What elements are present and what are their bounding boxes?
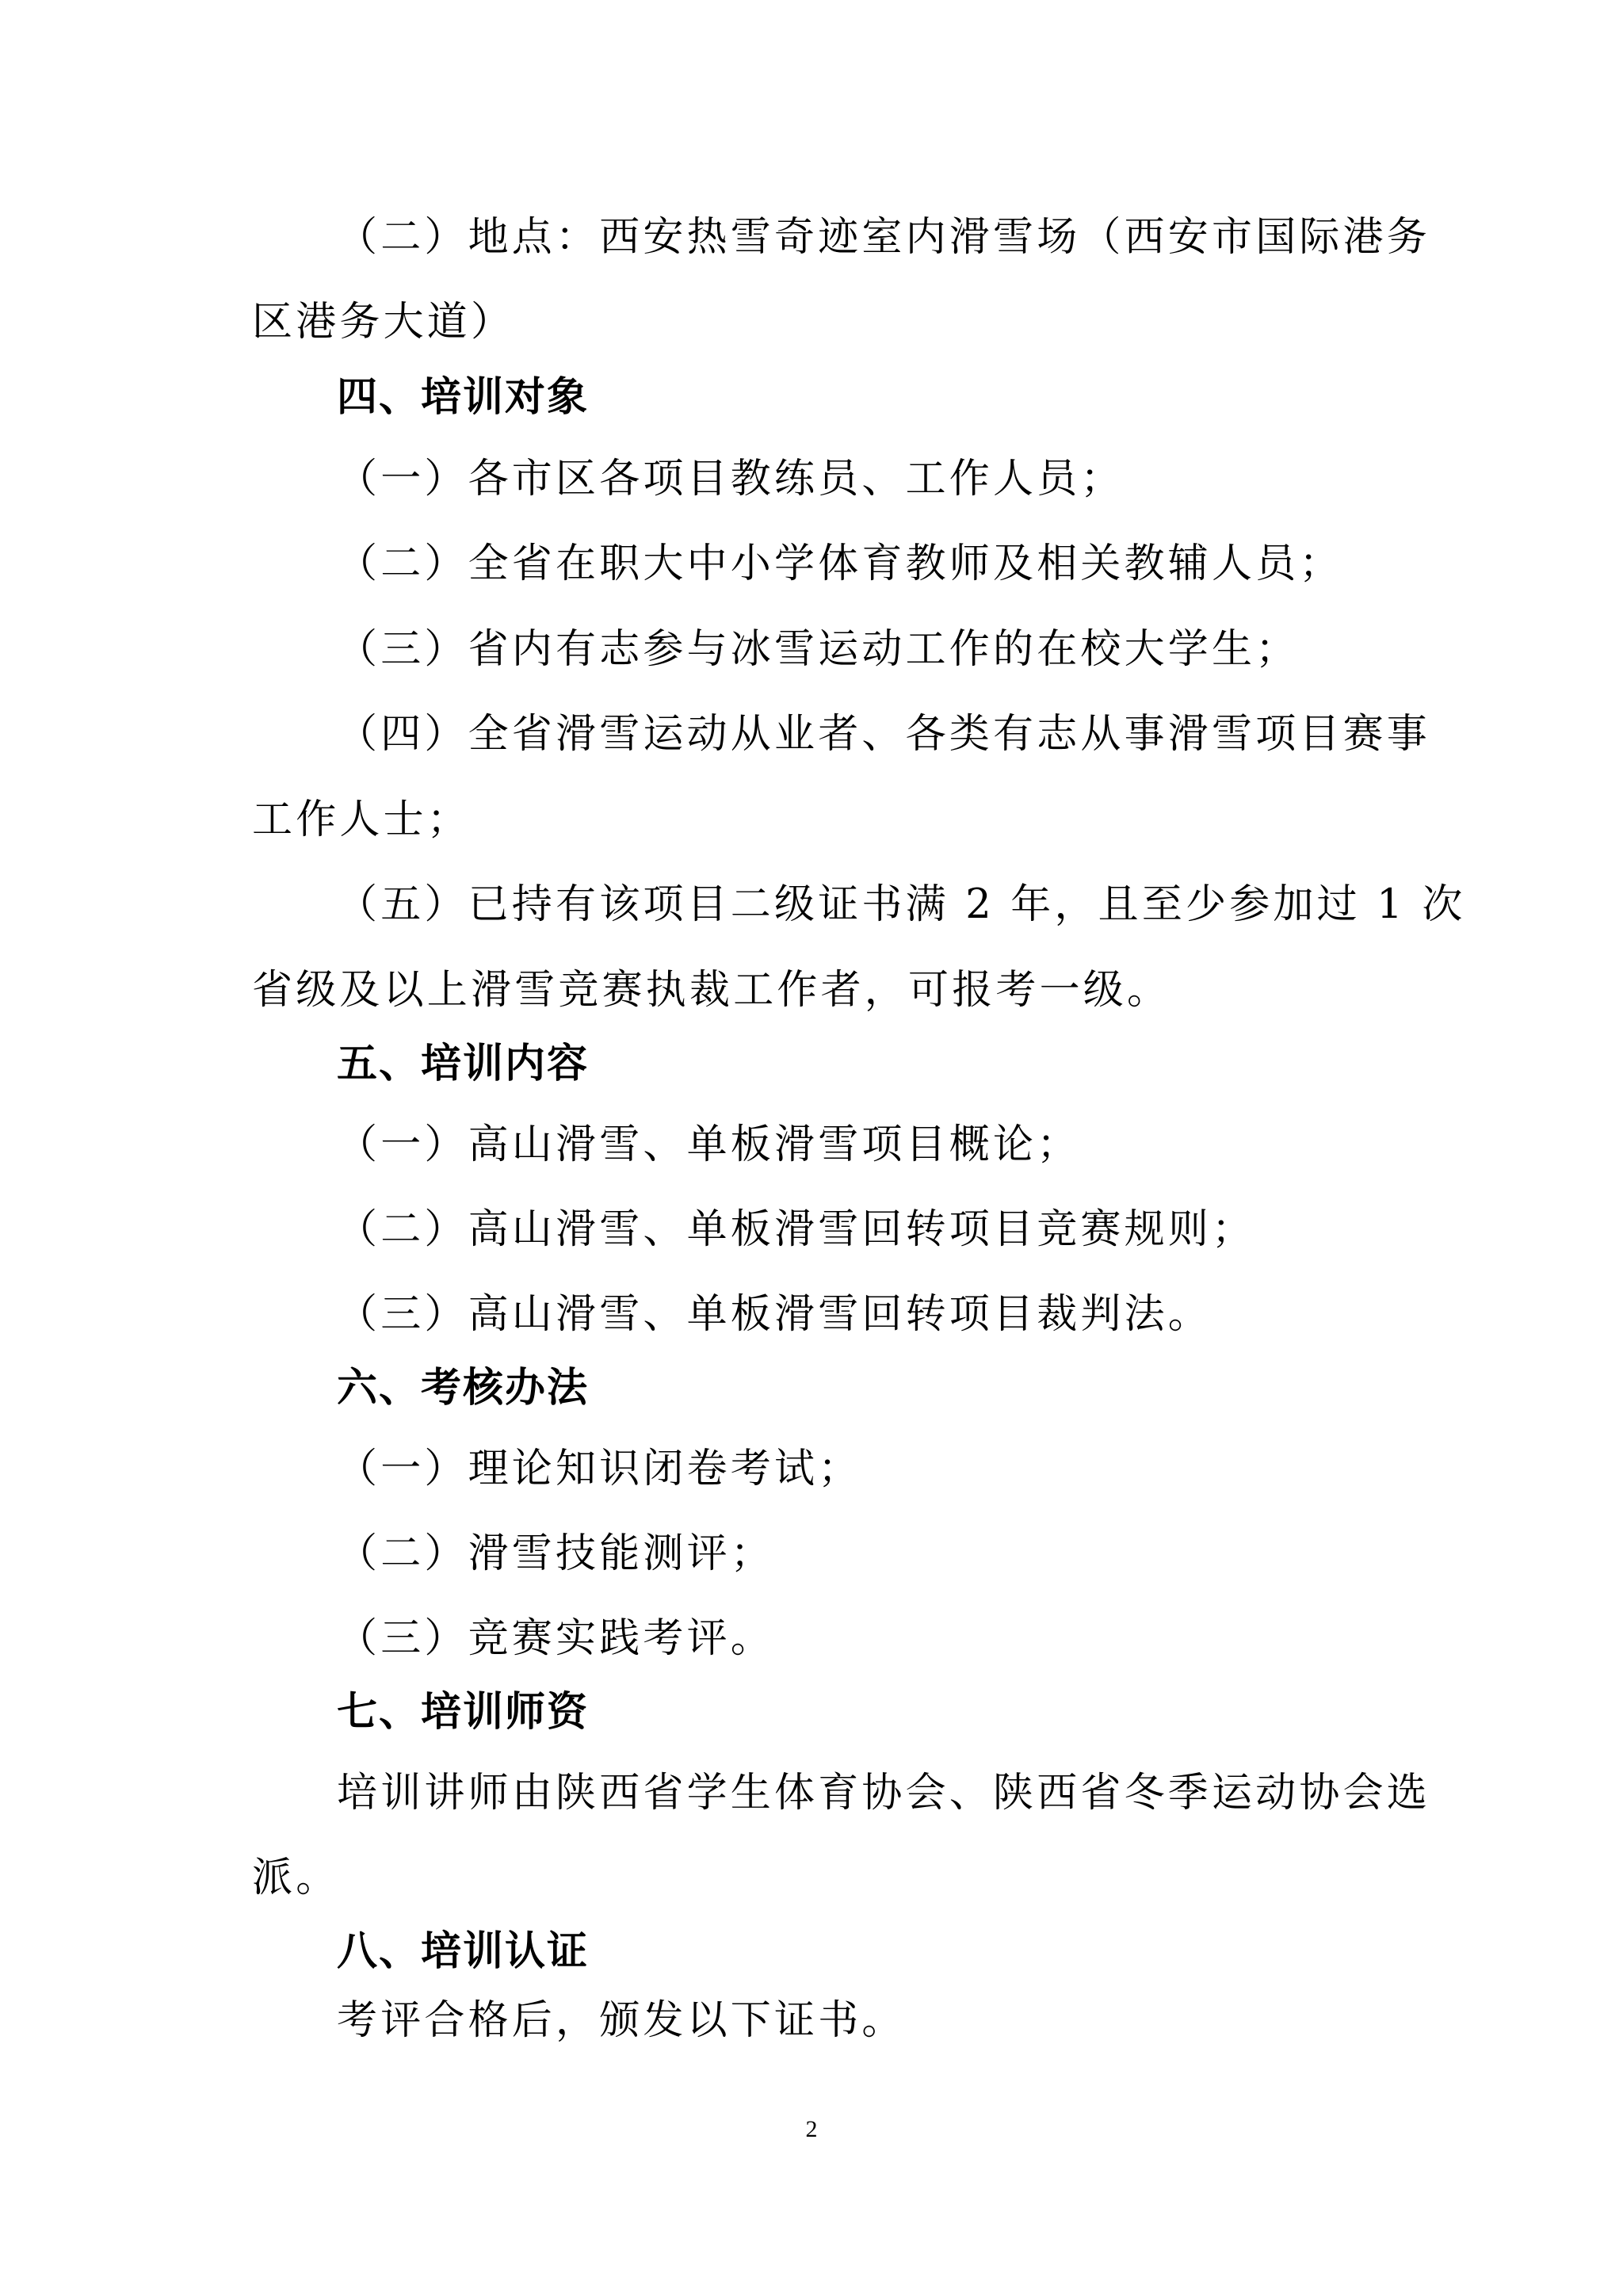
section-heading-training-target: 四、培训对象 [337, 374, 590, 421]
content-item-1: （一）高山滑雪、单板滑雪项目概论； [337, 1121, 1081, 1168]
section-heading-certification: 八、培训认证 [337, 1928, 590, 1975]
content-item-2: （二）高山滑雪、单板滑雪回转项目竞赛规则； [337, 1206, 1256, 1253]
target-item-5-line-1: （五）已持有该项目二级证书满 2 年，且至少参加过 1 次 [337, 881, 1466, 928]
section-heading-instructors: 七、培训师资 [337, 1689, 590, 1736]
target-item-3: （三）省内有志参与冰雪运动工作的在校大学生； [337, 626, 1300, 673]
target-item-4-line-1: （四）全省滑雪运动从业者、各类有志从事滑雪项目赛事 [337, 711, 1431, 758]
instructors-line-1: 培训讲师由陕西省学生体育协会、陕西省冬季运动协会选 [337, 1770, 1431, 1817]
location-line-2: 区港务大道） [252, 299, 515, 346]
section-heading-assessment: 六、考核办法 [337, 1365, 590, 1412]
page-number: 2 [805, 2116, 818, 2142]
target-item-1: （一）各市区各项目教练员、工作人员； [337, 456, 1125, 502]
target-item-4-line-2: 工作人士； [252, 797, 472, 843]
assessment-item-1: （一）理论知识闭卷考试； [337, 1446, 862, 1492]
certification-line: 考评合格后，颁发以下证书。 [337, 1997, 906, 2044]
section-heading-training-content: 五、培训内容 [337, 1041, 590, 1087]
location-line-1: （二）地点：西安热雪奇迹室内滑雪场（西安市国际港务 [337, 214, 1431, 261]
assessment-item-3: （三）竞赛实践考评。 [337, 1615, 775, 1662]
content-item-3: （三）高山滑雪、单板滑雪回转项目裁判法。 [337, 1291, 1212, 1338]
instructors-line-2: 派。 [252, 1855, 340, 1901]
target-item-5-line-2: 省级及以上滑雪竞赛执裁工作者，可报考一级。 [252, 967, 1171, 1014]
assessment-item-2: （二）滑雪技能测评； [337, 1530, 775, 1577]
target-item-2: （二）全省在职大中小学体育教师及相关教辅人员； [337, 541, 1343, 587]
